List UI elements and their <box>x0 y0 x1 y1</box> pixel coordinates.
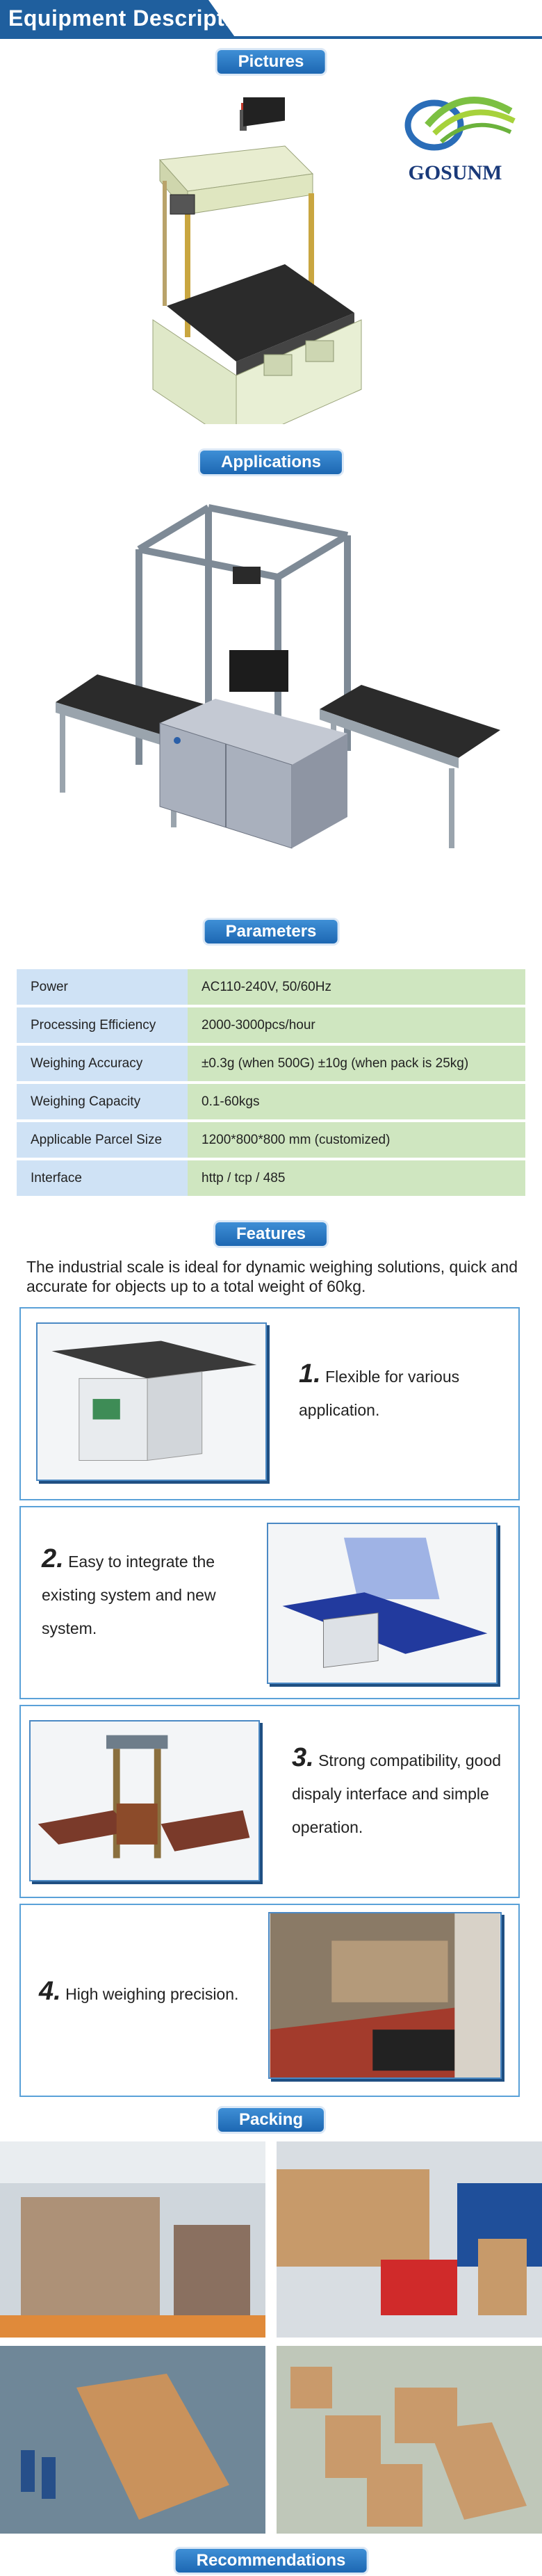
feature-1-label: Flexible for various application. <box>299 1368 460 1419</box>
feature-3-text <box>292 1741 514 1844</box>
param-key: Weighing Accuracy <box>17 1046 188 1081</box>
table-row <box>17 969 525 1005</box>
param-key: Interface <box>17 1160 188 1196</box>
features-intro: The industrial scale is ideal for dynamic weighing solutions, quick and accurate for objects up to a total weight of 60kg. <box>26 1258 518 1295</box>
table-row <box>17 1084 525 1119</box>
param-key: Power <box>17 969 188 1005</box>
feature-2-text <box>42 1542 271 1645</box>
param-value: 2000-3000pcs/hour <box>188 1007 525 1043</box>
section-packing: Packing <box>218 2108 324 2132</box>
feature-2-number: 2. <box>42 1544 64 1573</box>
packing-photo-4 <box>277 2346 542 2534</box>
param-key: Weighing Capacity <box>17 1084 188 1119</box>
feature-4-label: High weighing precision. <box>65 1985 239 2003</box>
param-key: Processing Efficiency <box>17 1007 188 1043</box>
packing-photo-1 <box>0 2141 265 2338</box>
table-row <box>17 1160 525 1196</box>
section-applications: Applications <box>200 451 342 474</box>
feature-card-1 <box>19 1307 520 1500</box>
feature-2-label: Easy to integrate the existing system and new system. <box>42 1553 216 1637</box>
table-row <box>17 1122 525 1158</box>
feature-3-image <box>29 1720 260 1881</box>
feature-3-label: Strong compatibility, good dispaly interface and simple operation. <box>292 1751 502 1836</box>
feature-3-number: 3. <box>292 1743 314 1772</box>
param-key: Applicable Parcel Size <box>17 1122 188 1158</box>
header-line <box>0 36 542 39</box>
feature-4-text <box>39 1975 275 2011</box>
page-header <box>0 0 542 43</box>
feature-2-image <box>267 1523 498 1684</box>
feature-card-3 <box>19 1705 520 1898</box>
section-recommendations: Recommendations <box>176 2549 367 2573</box>
feature-4-number: 4. <box>39 1977 61 2006</box>
packing-photo-3 <box>0 2346 265 2534</box>
packing-photo-2 <box>277 2141 542 2338</box>
table-row <box>17 1007 525 1043</box>
feature-4-image <box>268 1912 502 2079</box>
gosunm-logo <box>386 90 525 188</box>
section-pictures: Pictures <box>217 50 325 74</box>
weighing-machine-image <box>139 97 375 424</box>
param-value: http / tcp / 485 <box>188 1160 525 1196</box>
param-value: AC110-240V, 50/60Hz <box>188 969 525 1005</box>
application-system-image <box>56 501 500 876</box>
feature-1-image <box>36 1322 267 1481</box>
table-row <box>17 1046 525 1081</box>
section-parameters: Parameters <box>205 920 338 943</box>
feature-card-2 <box>19 1506 520 1699</box>
feature-1-number: 1. <box>299 1359 321 1388</box>
feature-1-text <box>299 1357 507 1427</box>
logo-wordmark: GOSUNM <box>408 161 502 184</box>
section-features: Features <box>215 1222 327 1246</box>
param-value: 1200*800*800 mm (customized) <box>188 1122 525 1158</box>
param-value: 0.1-60kgs <box>188 1084 525 1119</box>
parameters-table <box>17 966 525 1199</box>
page-title: Equipment Description <box>8 6 259 31</box>
param-value: ±0.3g (when 500G) ±10g (when pack is 25kg) <box>188 1046 525 1081</box>
feature-card-4 <box>19 1904 520 2097</box>
